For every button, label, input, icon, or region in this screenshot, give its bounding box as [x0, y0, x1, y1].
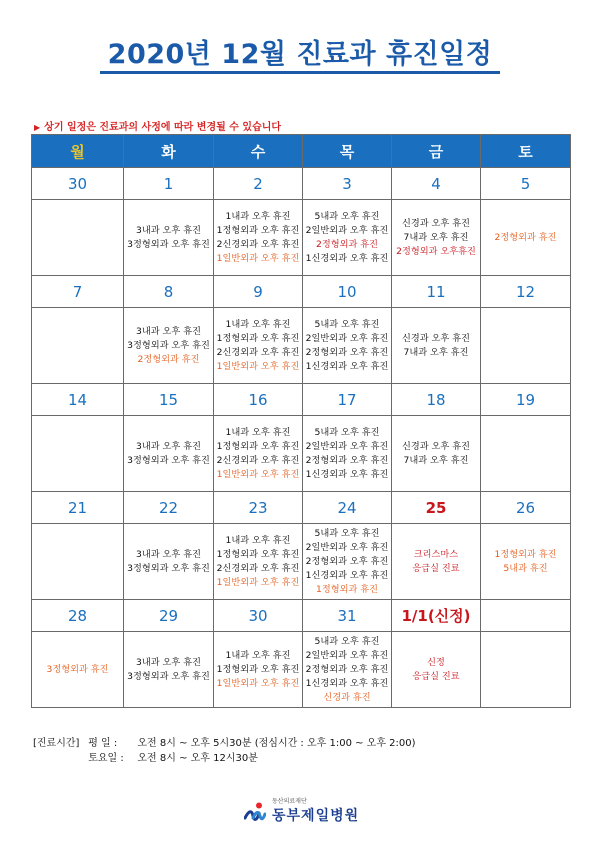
closure-note: 1내과 오후 휴진	[225, 534, 291, 546]
date-number: 25	[392, 492, 481, 524]
closure-note: 2정형외과 휴진	[315, 238, 379, 250]
closure-note: 2신경외과 오후 휴진	[216, 346, 300, 358]
date-number	[481, 600, 571, 632]
closure-note: 5내과 오후 휴진	[314, 318, 380, 330]
closure-note: 1신경외과 오후 휴진	[305, 677, 389, 689]
clinic-hours	[33, 736, 416, 766]
schedule-row	[32, 416, 571, 492]
date-number: 29	[124, 600, 214, 632]
weekday-saturday: 토	[481, 135, 571, 168]
schedule-cell	[32, 308, 124, 384]
date-row	[32, 384, 571, 416]
schedule-cell	[124, 632, 214, 708]
closure-note: 2신경외과 오후 휴진	[216, 562, 300, 574]
closure-note: 3내과 오후 휴진	[136, 325, 201, 337]
schedule-cell	[124, 308, 214, 384]
closure-note: 7내과 오후 휴진	[403, 231, 469, 243]
closure-note: 1정형외과 오후 휴진	[216, 548, 300, 560]
closure-note: 1일반외과 오후 휴진	[216, 677, 300, 689]
schedule-cell	[303, 632, 392, 708]
date-number: 31	[303, 600, 392, 632]
closure-note: 7내과 오후 휴진	[403, 346, 469, 358]
schedule-row	[32, 308, 571, 384]
date-number: 4	[392, 168, 481, 200]
schedule-cell	[214, 200, 303, 276]
date-number: 17	[303, 384, 392, 416]
closure-note: 1신경외과 오후 휴진	[305, 252, 389, 264]
date-number: 9	[214, 276, 303, 308]
date-number: 26	[481, 492, 571, 524]
date-row	[32, 492, 571, 524]
date-number: 28	[32, 600, 124, 632]
closure-note: 크리스마스	[413, 548, 459, 560]
closure-note: 5내과 오후 휴진	[314, 210, 380, 222]
hospital-emblem-icon	[244, 802, 266, 824]
weekday-wednesday: 수	[214, 135, 303, 168]
closure-note: 1정형외과 오후 휴진	[216, 224, 300, 236]
schedule-cell	[481, 308, 571, 384]
closure-note: 3내과 오후 휴진	[136, 224, 201, 236]
date-number: 23	[214, 492, 303, 524]
closure-note: 2일반외과 오후 휴진	[305, 649, 389, 661]
weekday-friday: 금	[392, 135, 481, 168]
closure-note: 신정	[427, 656, 445, 668]
date-row	[32, 276, 571, 308]
schedule-cell	[214, 308, 303, 384]
schedule-cell	[392, 524, 481, 600]
schedule-cell	[481, 416, 571, 492]
schedule-cell	[392, 308, 481, 384]
closure-note: 5내과 휴진	[503, 562, 548, 574]
closure-note: 2일반외과 오후 휴진	[305, 332, 389, 344]
schedule-cell	[124, 524, 214, 600]
date-number: 7	[32, 276, 124, 308]
closure-note: 1내과 오후 휴진	[225, 210, 291, 222]
closure-note: 1정형외과 오후 휴진	[216, 663, 300, 675]
date-number: 24	[303, 492, 392, 524]
date-number: 22	[124, 492, 214, 524]
schedule-cell	[481, 200, 571, 276]
page-title: 2020년 12월 진료과 휴진일정	[107, 39, 493, 70]
closure-note: 3정형외과 오후 휴진	[127, 670, 210, 682]
schedule-calendar	[31, 134, 571, 708]
schedule-cell	[214, 416, 303, 492]
schedule-cell	[303, 524, 392, 600]
hospital-logo	[240, 796, 380, 826]
closure-note: 1내과 오후 휴진	[225, 649, 291, 661]
schedule-cell	[32, 200, 124, 276]
closure-note: 3정형외과 오후 휴진	[127, 562, 210, 574]
schedule-row	[32, 524, 571, 600]
weekday-hours: 오전 8시 ~ 오후 5시30분 (점심시간 : 오후 1:00 ~ 오후 2:00)	[137, 738, 416, 749]
schedule-cell	[32, 632, 124, 708]
closure-note: 3정형외과 오후 휴진	[127, 238, 210, 250]
closure-note: 1정형외과 휴진	[494, 548, 557, 560]
closure-note: 2정형외과 오후휴진	[396, 245, 476, 257]
schedule-notice	[34, 118, 281, 133]
hours-label: [진료시간]	[33, 738, 80, 749]
closure-note: 2정형외과 오후 휴진	[305, 454, 389, 466]
schedule-cell	[392, 632, 481, 708]
closure-note: 2일반외과 오후 휴진	[305, 440, 389, 452]
schedule-cell	[124, 200, 214, 276]
closure-note: 5내과 오후 휴진	[314, 635, 380, 647]
weekday-tuesday: 화	[124, 135, 214, 168]
closure-note: 1정형외과 휴진	[315, 583, 379, 595]
closure-note: 1일반외과 오후 휴진	[216, 468, 300, 480]
saturday-label: 토요일 :	[88, 753, 124, 764]
date-number: 11	[392, 276, 481, 308]
date-number: 19	[481, 384, 571, 416]
closure-note: 2정형외과 휴진	[137, 353, 200, 365]
logo-subtitle: 동산의료재단	[272, 798, 307, 805]
closure-note: 1일반외과 오후 휴진	[216, 576, 300, 588]
title-underline	[100, 71, 500, 74]
date-number: 1	[124, 168, 214, 200]
date-number: 1/1(신정)	[392, 600, 481, 632]
closure-note: 2정형외과 휴진	[494, 231, 557, 243]
closure-note: 1신경외과 오후 휴진	[305, 569, 389, 581]
schedule-cell	[392, 416, 481, 492]
closure-note: 2일반외과 오후 휴진	[305, 541, 389, 553]
date-number: 30	[32, 168, 124, 200]
closure-note: 1내과 오후 휴진	[225, 318, 291, 330]
date-number: 18	[392, 384, 481, 416]
date-number: 5	[481, 168, 571, 200]
schedule-cell	[32, 524, 124, 600]
closure-note: 3내과 오후 휴진	[136, 656, 201, 668]
schedule-row	[32, 632, 571, 708]
schedule-cell	[303, 308, 392, 384]
closure-note: 2정형외과 오후 휴진	[305, 663, 389, 675]
date-number: 30	[214, 600, 303, 632]
date-number: 15	[124, 384, 214, 416]
closure-note: 신경과 오후 휴진	[402, 332, 470, 344]
schedule-cell	[124, 416, 214, 492]
closure-note: 2신경외과 오후 휴진	[216, 454, 300, 466]
closure-note: 1정형외과 오후 휴진	[216, 440, 300, 452]
weekday-monday: 월	[32, 135, 124, 168]
closure-note: 1신경외과 오후 휴진	[305, 360, 389, 372]
date-number: 2	[214, 168, 303, 200]
schedule-cell	[303, 416, 392, 492]
closure-note: 응급실 진료	[412, 670, 460, 682]
date-number: 21	[32, 492, 124, 524]
closure-note: 3정형외과 오후 휴진	[127, 454, 210, 466]
date-row	[32, 168, 571, 200]
schedule-cell	[32, 416, 124, 492]
schedule-cell	[481, 524, 571, 600]
schedule-cell	[392, 200, 481, 276]
closure-note: 5내과 오후 휴진	[314, 527, 380, 539]
weekday-label: 평 일 :	[88, 738, 118, 749]
closure-note: 1일반외과 오후 휴진	[216, 252, 300, 264]
closure-note: 2일반외과 오후 휴진	[305, 224, 389, 236]
schedule-cell	[481, 632, 571, 708]
date-number: 14	[32, 384, 124, 416]
closure-note: 1신경외과 오후 휴진	[305, 468, 389, 480]
closure-note: 5내과 오후 휴진	[314, 426, 380, 438]
closure-note: 3내과 오후 휴진	[136, 440, 201, 452]
notice-text: 상기 일정은 진료과의 사정에 따라 변경될 수 있습니다	[44, 122, 282, 133]
closure-note: 신경과 휴진	[323, 691, 371, 703]
closure-note: 2정형외과 오후 휴진	[305, 346, 389, 358]
closure-note: 1내과 오후 휴진	[225, 426, 291, 438]
date-number: 8	[124, 276, 214, 308]
closure-note: 응급실 진료	[412, 562, 460, 574]
weekday-header-row	[32, 135, 571, 168]
logo-name: 동부제일병원	[272, 808, 360, 824]
closure-note: 7내과 오후 휴진	[403, 454, 469, 466]
closure-note: 2정형외과 오후 휴진	[305, 555, 389, 567]
schedule-cell	[303, 200, 392, 276]
date-number: 12	[481, 276, 571, 308]
closure-note: 신경과 오후 휴진	[402, 217, 470, 229]
closure-note: 3정형외과 오후 휴진	[127, 339, 210, 351]
weekday-hours-row	[33, 736, 416, 751]
closure-note: 3정형외과 휴진	[46, 663, 109, 675]
weekday-thursday: 목	[303, 135, 392, 168]
date-number: 16	[214, 384, 303, 416]
date-number: 3	[303, 168, 392, 200]
saturday-hours: 오전 8시 ~ 오후 12시30분	[137, 753, 258, 764]
date-number: 10	[303, 276, 392, 308]
schedule-cell	[214, 632, 303, 708]
triangle-bullet-icon: ▶	[34, 123, 41, 132]
schedule-row	[32, 200, 571, 276]
closure-note: 신경과 오후 휴진	[402, 440, 470, 452]
schedule-cell	[214, 524, 303, 600]
closure-note: 1일반외과 오후 휴진	[216, 360, 300, 372]
closure-note: 3내과 오후 휴진	[136, 548, 201, 560]
date-row	[32, 600, 571, 632]
saturday-hours-row	[33, 751, 416, 766]
closure-note: 1정형외과 오후 휴진	[216, 332, 300, 344]
closure-note: 2신경외과 오후 휴진	[216, 238, 300, 250]
